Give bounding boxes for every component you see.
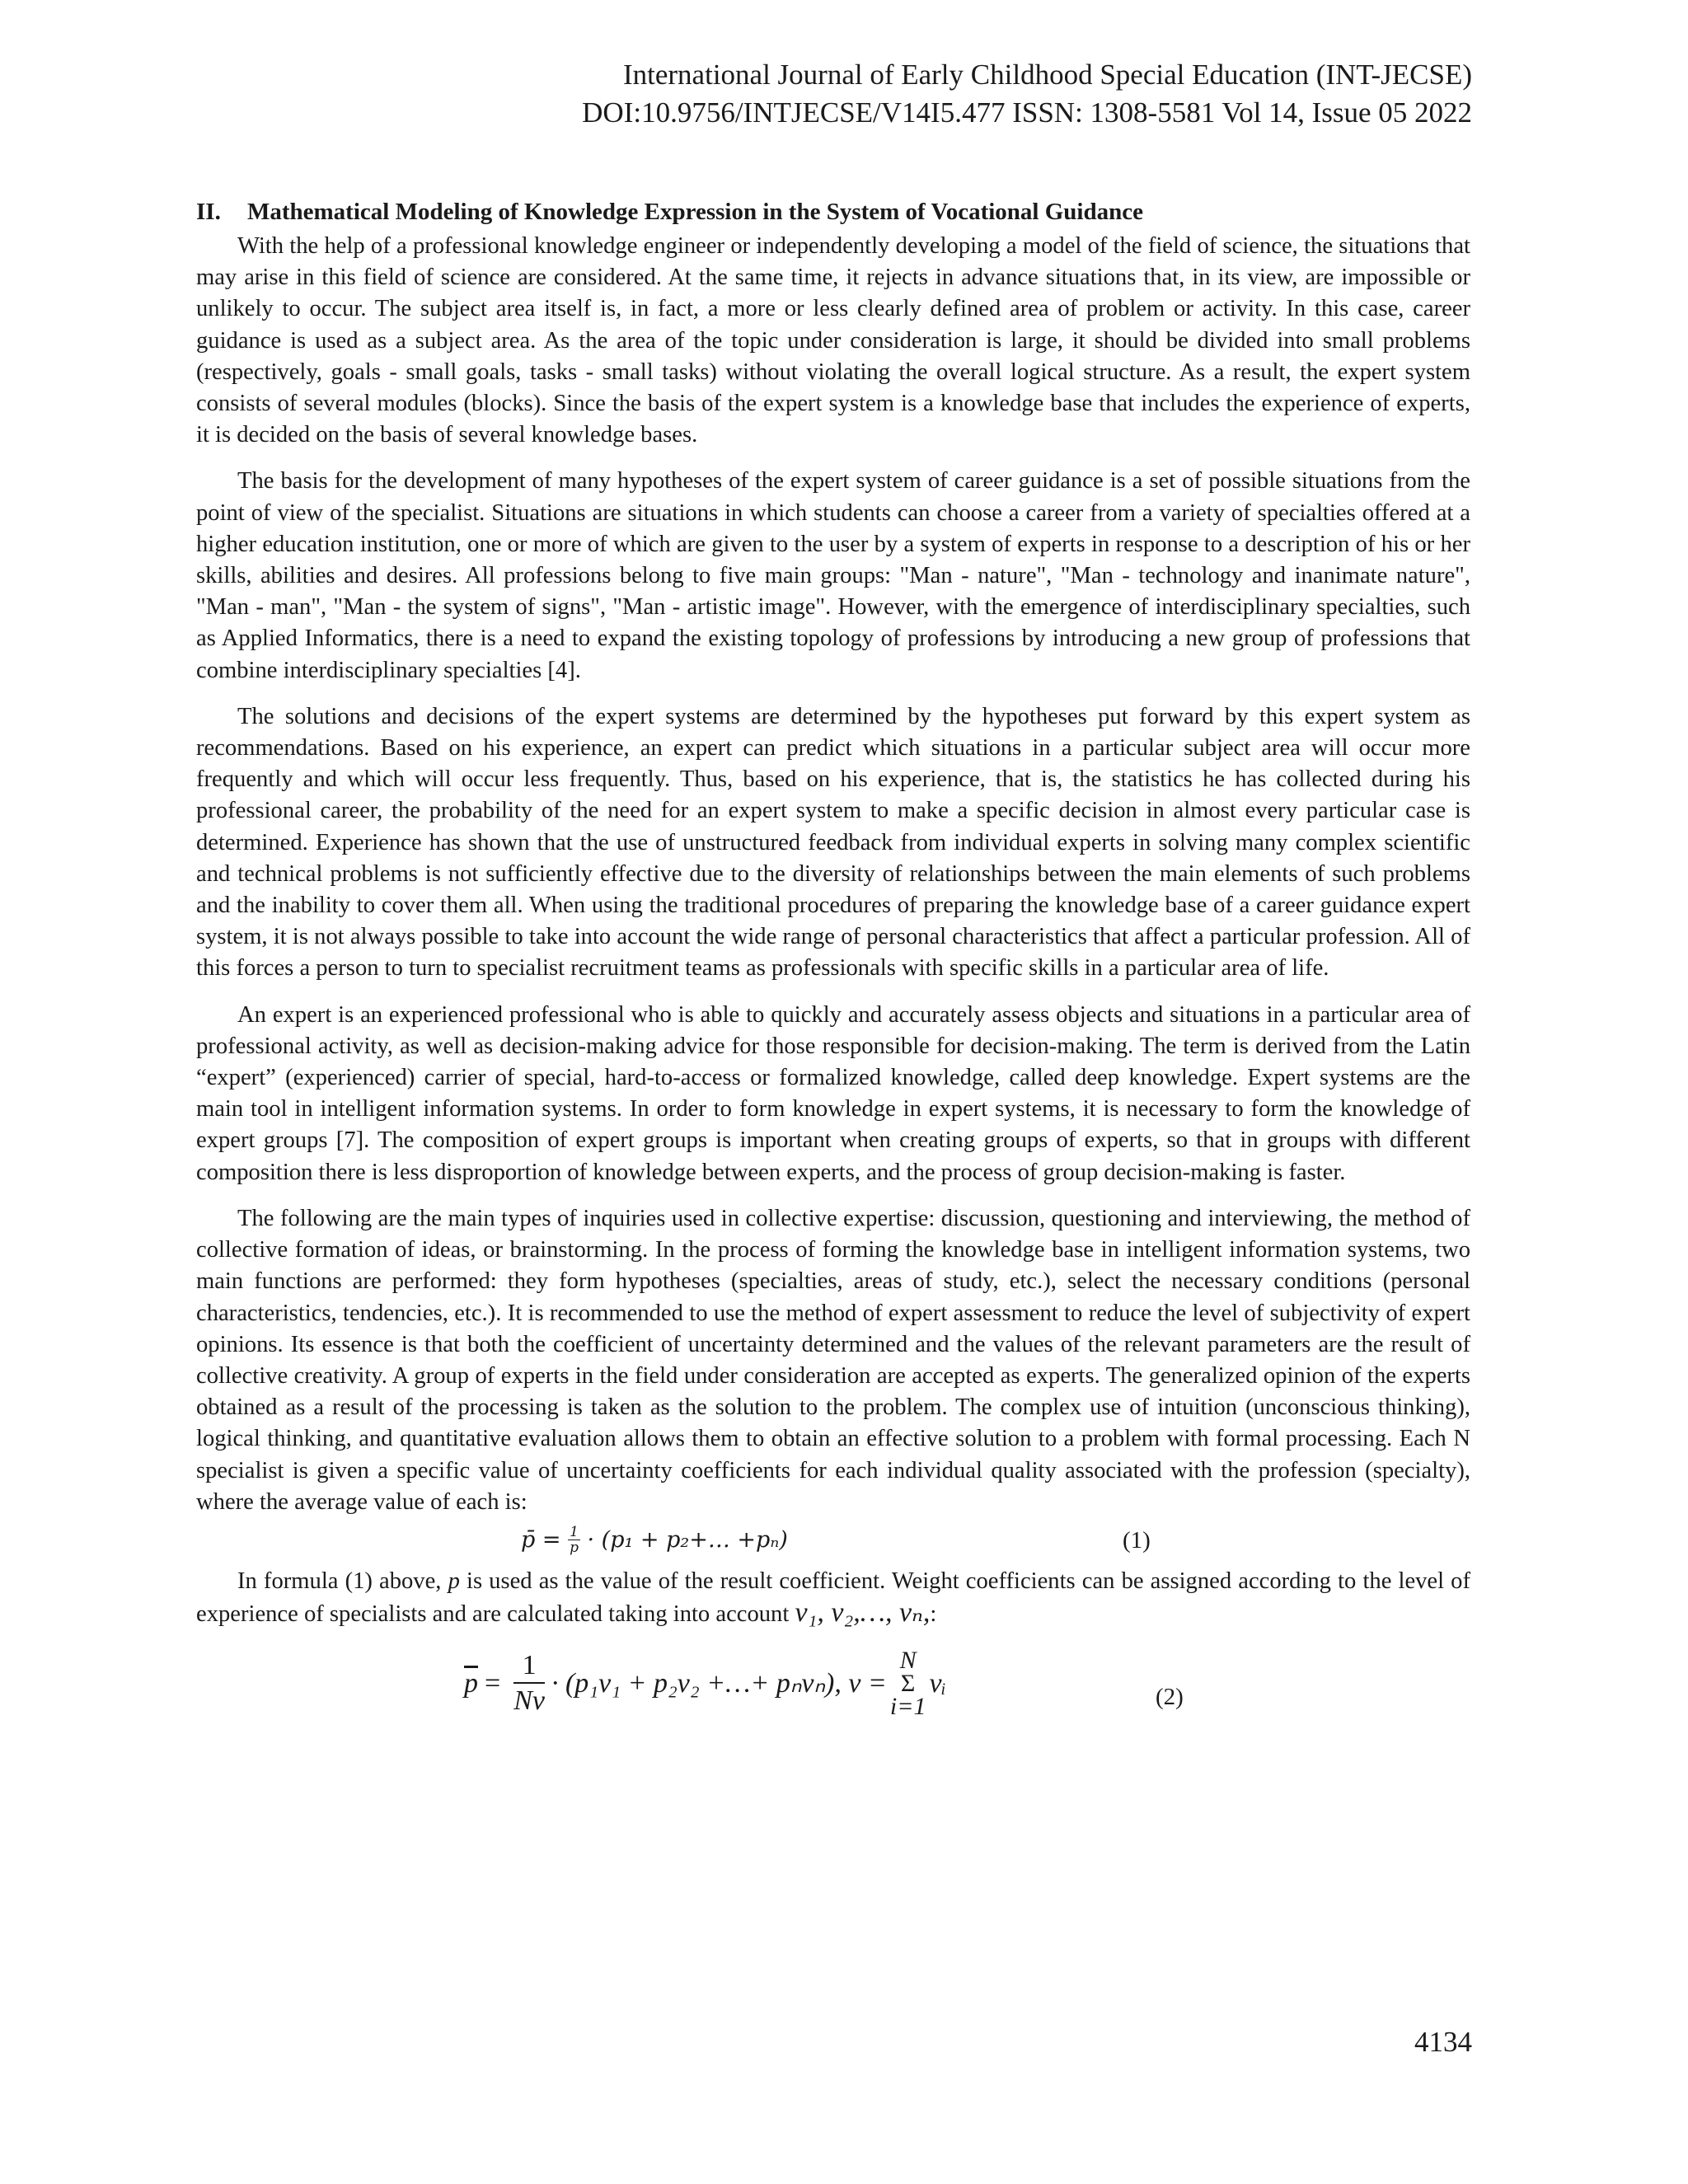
section-title: Mathematical Modeling of Knowledge Expression in the System of Vocational Guidance [247,199,1143,225]
equation-2-sum-term: vᵢ [929,1668,946,1699]
equation-2-number: (2) [1156,1684,1184,1711]
page-number: 4134 [1414,2026,1472,2058]
after-eq1-var-p: p [448,1568,460,1594]
equation-1-number: (1) [1123,1526,1151,1554]
equation-1-lhs: p̄ = [521,1526,561,1553]
after-eq1-text-2: is used as the value of the result coefficient. Weight coefficients can be assigned according to the level of experience of specialists and are calculated taking into account [196,1568,1471,1628]
sum-upper-limit: N [899,1647,917,1675]
section-heading [196,196,1470,227]
sigma-symbol: Σ [900,1670,916,1698]
equation-1-denominator: p [570,1540,579,1557]
equation-2-fraction [513,1649,545,1718]
sum-lower-limit: i=1 [889,1693,926,1721]
after-eq1-weights: v₁, v₂,…, vₙ, [795,1597,931,1629]
equation-2-denominator: Nv [513,1685,545,1717]
equation-2-summation [890,1648,926,1719]
paragraph-5: The following are the main types of inquiries used in collective expertise: discussion, questioning and interviewing, the method of collective formation of ideas, or brainstorming. In the process of forming the knowledge base in intelligent information systems, two main functions are performed: they form hypotheses (specialties, areas of study, etc.), select the necessary conditions (personal characteristics, tendencies, etc.). It is recommended to use the method of expert assessment to reduce the level of subjectivity of expert opinions. Its essence is that both the coefficient of uncertainty determined and the values of the relevant parameters are the result of collective creativity. A group of experts in the field under consideration are accepted as experts. The generalized opinion of the experts obtained as a result of the processing is taken as the solution to the problem. The complex use of intuition (unconscious thinking), logical thinking, and quantitative evaluation allows them to obtain an effective solution to a problem with formal processing. Each N specialist is given a specific value of uncertainty coefficients for each individual quality associated with the profession (specialty), where the average value of each is: [196,1205,1470,1515]
equation-2 [196,1638,1470,1754]
equation-1-numerator: 1 [570,1524,579,1541]
equation-2-equals: = [485,1668,501,1699]
paragraph-1: With the help of a professional knowledge engineer or independently developing a model of the field of science, the situations that may arise in this field of science are considered. At the same time, it rejects in advance situations that, in its view, are impossible or unlikely to occur. The subject area itself is, in fact, a more or less clearly defined area of problem or activity. In this case, career guidance is used as a subject area. As the area of the topic under consideration is large, it should be divided into small problems (respectively, goals - small goals, tasks - small tasks) without violating the overall logical structure. As a result, the expert system consists of several modules (blocks). Since the basis of the expert system is a knowledge base that includes the experience of experts, it is decided on the basis of several knowledge bases. [196,233,1470,448]
paragraph-4: An expert is an experienced professional who is able to quickly and accurately assess objects and situations in a particular area of professional activity, as well as decision-making advice for those responsible for decision-making. The term is derived from the Latin “expert” (experienced) carrier of special, hard-to-access or formalized knowledge, called deep knowledge. Expert systems are the main tool in intelligent information systems. In order to form knowledge in expert systems, it is necessary to form the knowledge of expert groups [7]. The composition of expert groups is important when creating groups of experts, so that in groups with different composition there is less disproportion of knowledge between experts, and the process of group decision-making is faster. [196,1001,1470,1185]
equation-1-rhs: · (p₁ + p₂+… +pₙ) [587,1526,788,1553]
after-eq1-text-1: In formula (1) above, [237,1568,442,1594]
equation-2-numerator: 1 [513,1649,545,1684]
equation-2-rhs: · (p₁v₁ + p₂v₂ +…+ pₙvₙ), v = [551,1668,887,1699]
journal-doi-issn: DOI:10.9756/INTJECSE/V14I5.477 ISSN: 1308-5581 Vol 14, Issue 05 2022 [582,96,1472,129]
journal-title: International Journal of Early Childhood Special Education (INT-JECSE) [622,59,1472,91]
paragraph-2: The basis for the development of many hypotheses of the expert system of career guidance is a set of possible situations from the point of view of the specialist. Situations are situations in which students can choose a career from a variety of specialties offered at a higher education institution, one or more of which are given to the user by a system of experts in response to a description of his or her skills, abilities and desires. All professions belong to five main groups: "Man - nature", "Man - technology and inanimate nature", "Man - man", "Man - the system of signs", "Man - artistic image". However, with the emergence of interdisciplinary specialties, such as Applied Informatics, there is a need to expand the existing topology of professions by introducing a new group of professions that combine interdisciplinary specialties [4]. [196,468,1470,683]
equation-2-lhs: $\overline{p}$ [464,1668,478,1699]
equation-1-fraction [568,1526,580,1555]
article-body [196,196,1470,1754]
paragraph-after-equation-1 [196,1566,1470,1630]
section-number: II. [196,199,221,225]
journal-header [582,56,1472,132]
equation-1 [196,1521,1470,1564]
after-eq1-tail: : [930,1601,937,1628]
paragraph-3: The solutions and decisions of the expert systems are determined by the hypotheses put forward by this expert system as recommendations. Based on his experience, an expert can predict which situations in a particular subject area will occur more frequently and which will occur less frequently. Thus, based on his experience, that is, the statistics he has collected during his professional career, the probability of the need for an expert system to make a specific decision in almost every particular case is determined. Experience has shown that the use of unstructured feedback from individual experts in solving many complex scientific and technical problems is not sufficiently effective due to the diversity of relationships between the main elements of such problems and the inability to cover them all. When using the traditional procedures of preparing the knowledge base of a career guidance expert system, it is not always possible to take into account the wide range of personal characteristics that affect a particular profession. All of this forces a person to turn to specialist recruitment teams as professionals with specific skills in a particular area of life. [196,703,1470,982]
